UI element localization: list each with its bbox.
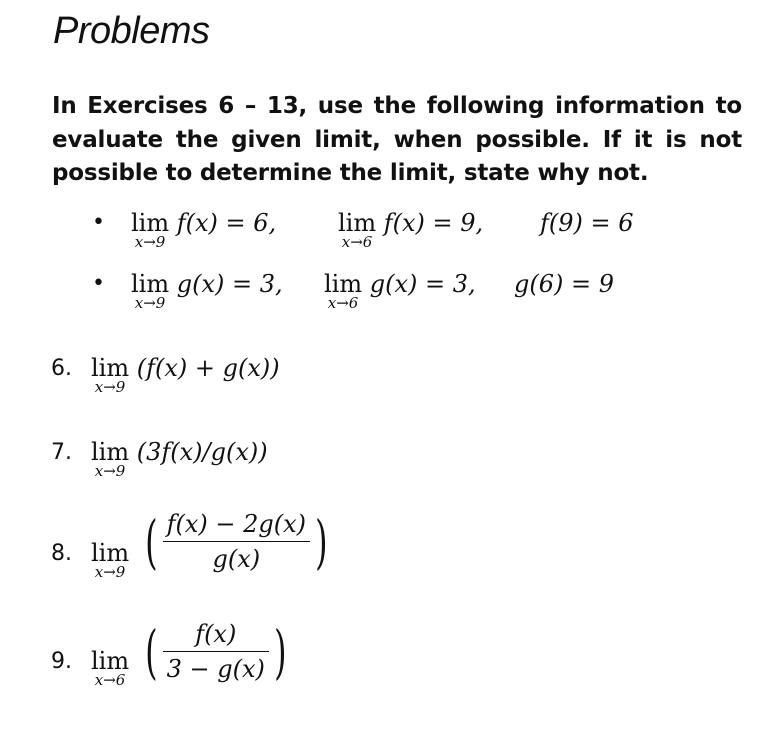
exercise-8-frac-body: $\frac{f(x) - 2g(x)}{g(x)}$ [163, 510, 310, 573]
exercise-6-expression: lim x→9 (f(x) + g(x)) [91, 354, 280, 396]
given-f-limit-at-9: lim x→9 f(x) = 6, [131, 209, 277, 251]
exercise-7-number: 7. [51, 440, 72, 465]
given-g-limit-at-6: lim x→6 g(x) = 3, [324, 270, 476, 312]
exercise-8-lim: lim x→9 [91, 539, 130, 581]
given-g-value-at-6: g(6) = 9 [514, 270, 614, 298]
exercise-7-expression: lim x→9 (3f(x)/g(x)) [91, 438, 268, 480]
bullet-2: • [92, 271, 105, 296]
given-f-value-at-9: f(9) = 6 [540, 209, 634, 237]
exercise-9-number: 9. [51, 649, 72, 674]
exercise-9-frac-body: $\frac{f(x)}{3 - g(x)}$ [163, 620, 269, 683]
exercise-9-fraction: ( $\frac{f(x)}{3 - g(x)}$ ) [145, 617, 287, 686]
exercise-9-lim: lim x→6 [91, 647, 130, 689]
given-f-limit-at-6: lim x→6 f(x) = 9, [338, 209, 484, 251]
exercise-6-number: 6. [51, 356, 72, 381]
given-g-limit-at-9: lim x→9 g(x) = 3, [131, 270, 283, 312]
page-title: Problems [53, 10, 210, 52]
exercise-8-number: 8. [51, 541, 72, 566]
bullet-1: • [92, 210, 105, 235]
exercise-8-fraction: ( $\frac{f(x) - 2g(x)}{g(x)}$ ) [145, 507, 328, 576]
instructions-paragraph: In Exercises 6 – 13, use the following information to evaluate the given limit, when possible. If it is not possible to determine the limit, state why not. [52, 93, 742, 186]
